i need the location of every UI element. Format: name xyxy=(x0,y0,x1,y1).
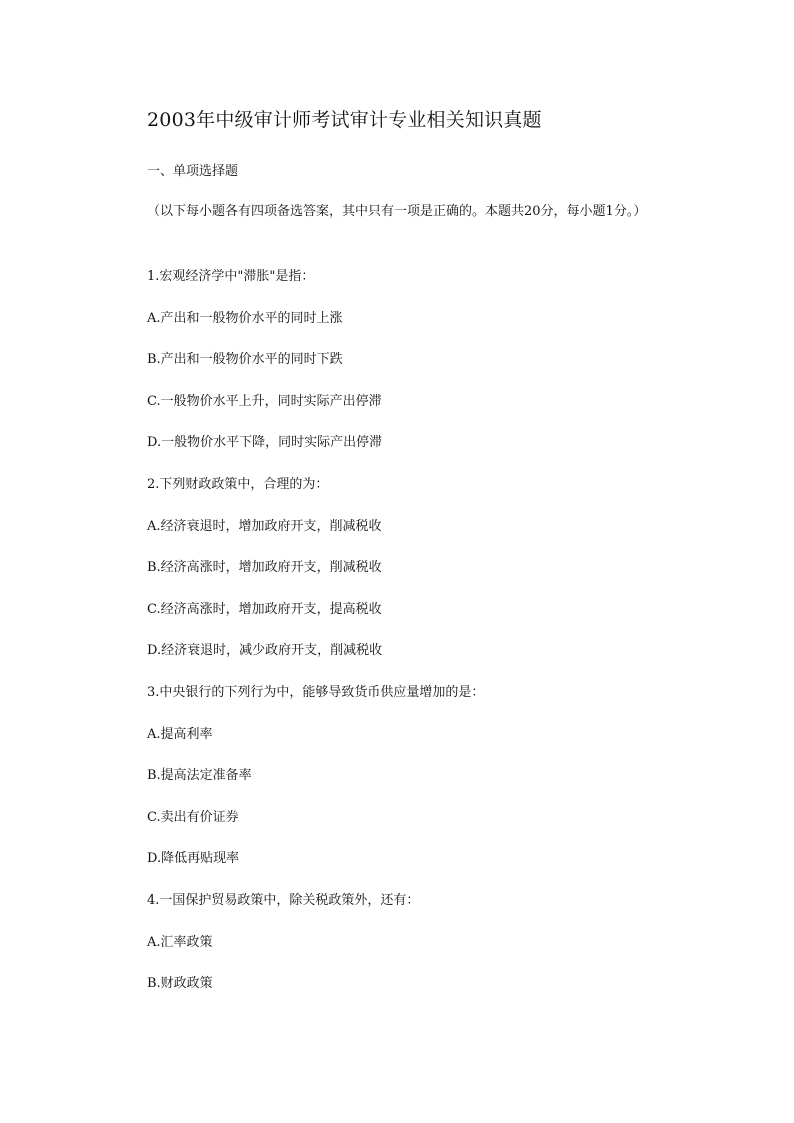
question-1-option-d: D.一般物价水平下降，同时实际产出停滞 xyxy=(147,435,383,450)
question-4: 4.一国保护贸易政策中，除关税政策外，还有： xyxy=(147,893,420,908)
question-2-option-a: A.经济衰退时，增加政府开支，削减税收 xyxy=(147,519,382,534)
question-4-option-a: A.汇率政策 xyxy=(147,935,213,950)
question-3-option-a: A.提高利率 xyxy=(147,727,213,742)
question-1-option-c: C.一般物价水平上升，同时实际产出停滞 xyxy=(147,394,382,409)
document-title: 2003年中级审计师考试审计专业相关知识真题 xyxy=(147,109,542,131)
question-2: 2.下列财政政策中，合理的为： xyxy=(147,477,329,492)
question-3-option-b: B.提高法定准备率 xyxy=(147,768,252,783)
question-4-option-b: B.财政政策 xyxy=(147,976,213,991)
question-2-option-d: D.经济衰退时，减少政府开支，削减税收 xyxy=(147,643,383,658)
question-2-option-c: C.经济高涨时，增加政府开支，提高税收 xyxy=(147,602,382,617)
question-1-option-b: B.产出和一般物价水平的同时下跌 xyxy=(147,352,343,367)
question-3-option-d: D.降低再贴现率 xyxy=(147,851,240,866)
section-instruction: （以下每小题各有四项备选答案，其中只有一项是正确的。本题共20分，每小题1分。） xyxy=(147,204,647,219)
question-2-option-b: B.经济高涨时，增加政府开支，削减税收 xyxy=(147,560,382,575)
question-1-option-a: A.产出和一般物价水平的同时上涨 xyxy=(147,311,343,326)
question-1: 1.宏观经济学中"滞胀"是指： xyxy=(147,269,315,284)
question-3: 3.中央银行的下列行为中，能够导致货币供应量增加的是： xyxy=(147,685,485,700)
section-heading: 一、单项选择题 xyxy=(147,164,239,179)
question-3-option-c: C.卖出有价证券 xyxy=(147,810,239,825)
